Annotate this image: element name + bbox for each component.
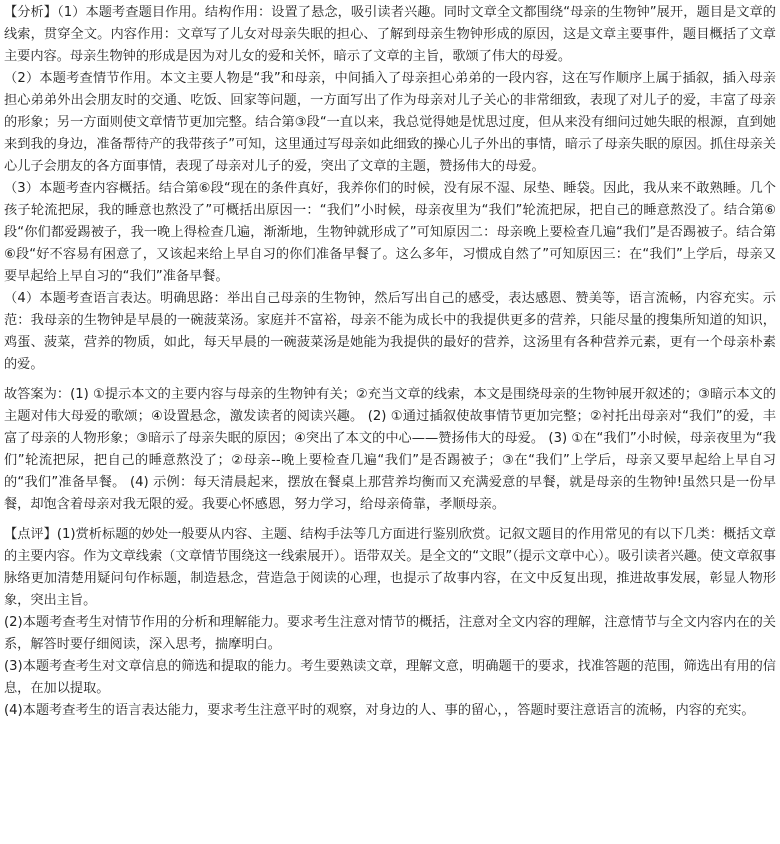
comment-part-1: 【点评】(1)赏析标题的妙处一般要从内容、主题、结构手法等几方面进行鉴别欣赏。记叙文题目的作用常见的有以下几类：概括文章的主要内容。作为文章线索（文章情节围绕这一线索展开）。语带双关。是全文的“文眼”（提示文章中心）。吸引读者兴趣。使文章叙事脉络更加清楚用疑问句作标题，制造悬念，营造急于阅读的心理，也提示了故事内容，在文中反复出现，推进故事发展，彰显人物形象，突出主旨。 <box>4 527 776 608</box>
comment-part-4: (4)本题考查考生的语言表达能力，要求考生注意平时的观察，对身边的人、事的留心，，答题时要注意语言的流畅，内容的充实。 <box>4 703 755 718</box>
answer-section <box>4 384 776 516</box>
comment-part-2: (2)本题考查考生对情节作用的分析和理解能力。要求考生注意对情节的概括，注意对全文内容的理解，注意情节与全文内容内在的关系，解答时要仔细阅读，深入思考，揣摩明白。 <box>4 615 776 652</box>
analysis-section <box>4 2 776 376</box>
comment-part-3: (3)本题考查考生对文章信息的筛选和提取的能力。考生要熟读文章，理解文意，明确题干的要求，找准答题的范围，筛选出有用的信息，在加以提取。 <box>4 659 776 696</box>
analysis-part-4: （4）本题考查语言表达。明确思路：举出自己母亲的生物钟，然后写出自己的感受，表达感恩、赞美等，语言流畅，内容充实。示范：我母亲的生物钟是早晨的一碗菠菜汤。家庭并不富裕，母亲不能为成长中的我提供更多的营养，只能尽量的搜集所知道的知识，鸡蛋、菠菜，营养的物质，如此，每天早晨的一碗菠菜汤是她能为我提供的最好的营养，这汤里有各种营养元素，更有一个母亲朴素的爱。 <box>4 291 776 372</box>
analysis-part-2: （2）本题考查情节作用。本文主要人物是“我”和母亲，中间插入了母亲担心弟弟的一段内容，这在写作顺序上属于插叙，插入母亲担心弟弟外出会朋友时的交通、吃饭、回家等问题，一方面写出了作为母亲对儿子关心的非常细致，表现了对儿子的爱，丰富了母亲的形象；另一方面则使文章情节更加完整。结合第③段“一直以来，我总觉得她是忧思过度，但从来没有细问过她失眠的根源，直到她来到我的身边，准备帮待产的我带孩子”可知，这里通过写母亲如此细致的操心儿子外出的事情，暗示了母亲失眠的原因。抓住母亲关心儿子会朋友的各方面事情，表现了母亲对儿子的爱，突出了文章的主题，赞扬伟大的母爱。 <box>4 71 776 174</box>
analysis-part-3: （3）本题考查内容概括。结合第⑥段“现在的条件真好，我养你们的时候，没有尿不湿、尿垫、睡袋。因此，我从来不敢熟睡。几个孩子轮流把尿，我的睡意也熬没了”可概括出原因一：“我们”小时候，母亲夜里为“我们”轮流把尿，把自己的睡意熬没了。结合第⑥段“你们都爱踢被子，我一晚上得检查几遍，渐渐地，生物钟就形成了”可知原因二：母亲晚上要检查几遍“我们”是否踢被子。结合第⑥段“好不容易有困意了，又该起来给上早自习的你们准备早餐了。这么多年，习惯成自然了”可知原因三：在“我们”上学后，母亲又要早起给上早自习的“我们”准备早餐。 <box>4 181 776 284</box>
answer-text: 故答案为：(1) ①提示本文的主要内容与母亲的生物钟有关；②充当文章的线索，本文是围绕母亲的生物钟展开叙述的；③暗示本文的主题对伟大母爱的歌颂；④设置悬念，激发读者的阅读兴趣。 (2) ①通过插叙使故事情节更加完整；②衬托出母亲对“我们”的爱，丰富了母亲的人物形象；③暗示了母亲失眠的原因；④突出了本文的中心——赞扬伟大的母爱。 (3) ①在“我们”小时候，母亲夜里为“我们”轮流把尿，把自己的睡意熬没了；②母亲--晚上要检查几遍“我们”是否踢被子；③在“我们”上学后，母亲又要早起给上早自习的“我们”准备早餐。 (4) 示例：每天清晨起来，摆放在餐桌上那营养均衡而又充满爱意的早餐，就是母亲的生物钟!虽然只是一份早餐，却饱含着母亲对我无限的爱。我要心怀感恩，努力学习，给母亲倚靠，孝顺母亲。 <box>4 387 776 512</box>
analysis-part-1: 【分析】（1）本题考查题目作用。结构作用：设置了悬念，吸引读者兴趣。同时文章全文都围绕“母亲的生物钟”展开，题目是文章的线索，贯穿全文。内容作用：文章写了儿女对母亲失眠的担心、了解到母亲生物钟形成的原因，这是文章主要事件，题目概括了文章主要内容。母亲生物钟的形成是因为对儿女的爱和关怀，暗示了文章的主旨，歌颂了伟大的母爱。 <box>4 5 776 64</box>
comment-section <box>4 524 776 722</box>
